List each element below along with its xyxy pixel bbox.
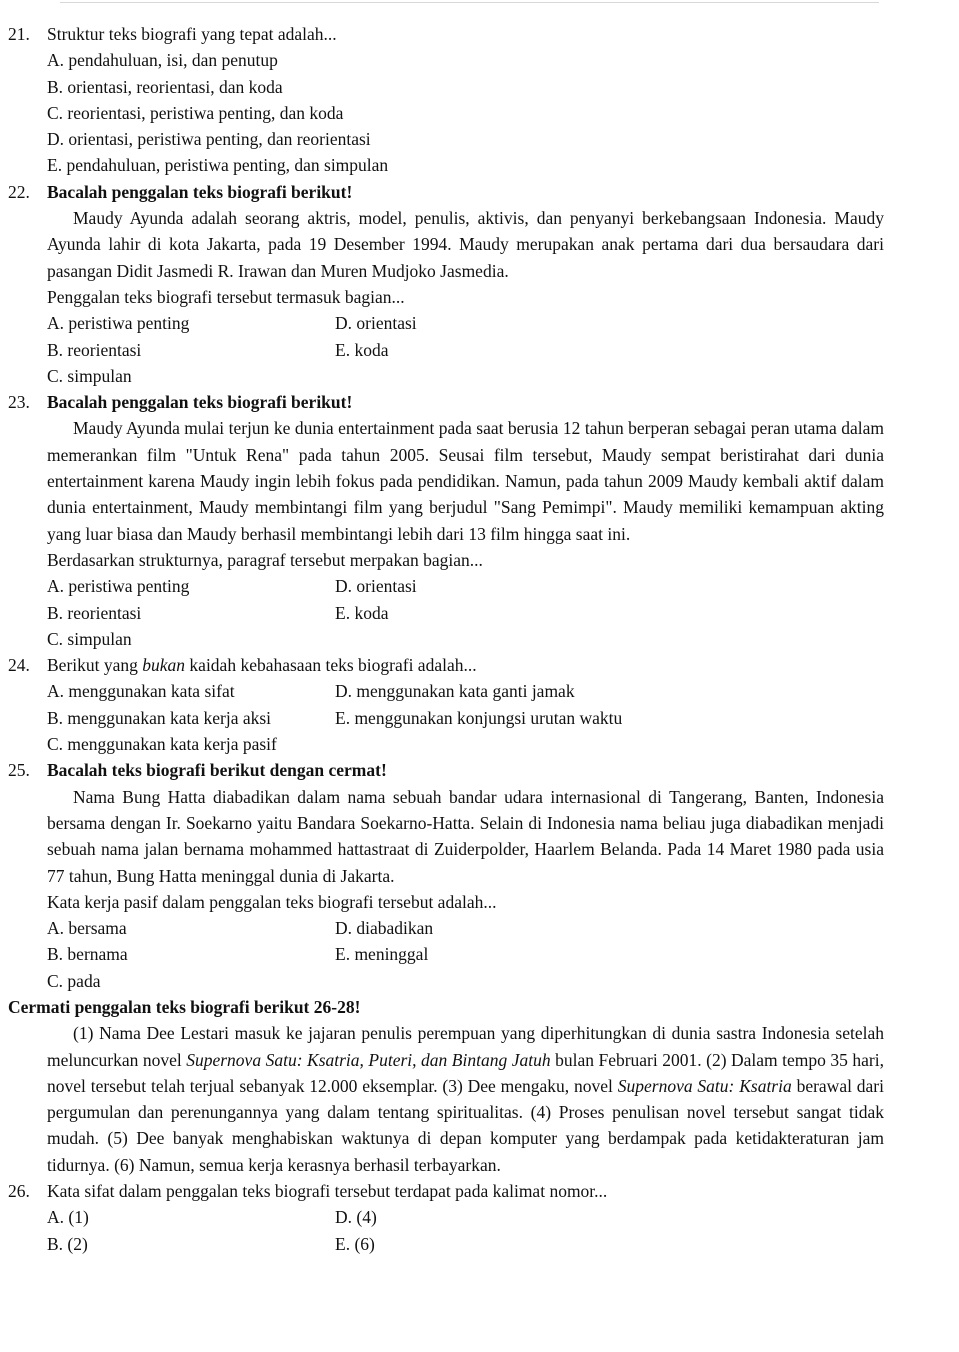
question-text <box>47 652 884 678</box>
passage-text: (1) Nama Dee Lestari masuk ke jajaran penulis perempuan yang diperhitungkan di dunia sastra Indonesia setelah meluncurkan novel <box>47 1023 884 1070</box>
question-prompt: Kata kerja pasif dalam penggalan teks biografi tersebut adalah... <box>47 891 497 912</box>
passage-text: Nama Bung Hatta diabadikan dalam nama sebuah bandar udara internasional di Tangerang, Banten, Indonesia bersama dengan Ir. Soekarno yaitu Bandara Soekarno-Hatta. Selain di Indonesia nama beliau juga diabadikan menjadi sebuah nama jalan bernama mohammed hattastraat di Zuiderpolder, Haarlem Belanda. Pada 14 Maret 1980 pada usia 77 tahun, Bung Hatta meninggal dunia di Jakarta. <box>47 786 884 886</box>
question-text: Bacalah penggalan teks biografi berikut! <box>47 181 353 202</box>
option-row <box>8 941 884 967</box>
option-d: D. orientasi <box>335 576 417 597</box>
option-e: E. pendahuluan, peristiwa penting, dan simpulan <box>47 155 389 176</box>
option-a: A. (1) <box>47 1207 89 1228</box>
passage-text: Maudy Ayunda mulai terjun ke dunia entertainment pada saat berusia 12 tahun berperan sebagai peran utama dalam memerankan film "Untuk Rena" pada tahun 2005. Seusai film tersebut, Maudy sempat beristirahat dari dunia entertainment karena Maudy ingin lebih fokus pada pendidikan. Namun, pada tahun 2009 Maudy kembali aktif dalam dunia entertainment, Maudy membintangi film yang berjudul "Sang Pemimpi". Maudy memiliki kemampuan akting yang luar biasa dan Maudy berhasil membintangi lebih dari 13 film hingga saat ini. <box>47 418 884 544</box>
option-d: D. orientasi <box>335 313 417 334</box>
option-b: B. reorientasi <box>47 339 142 360</box>
content <box>8 21 884 1257</box>
question-text-part: kaidah kebahasaan teks biografi adalah... <box>185 655 477 676</box>
question-text: Bacalah teks biografi berikut dengan cermat! <box>47 760 387 781</box>
option-c: C. simpulan <box>47 628 132 649</box>
passage <box>8 205 884 284</box>
option-d: D. diabadikan <box>335 918 434 939</box>
question-25 <box>8 757 884 783</box>
question-21 <box>8 21 884 47</box>
option-a: A. menggunakan kata sifat <box>47 681 235 702</box>
question-prompt: Penggalan teks biografi tersebut termasuk bagian... <box>47 286 405 307</box>
option-e: E. koda <box>335 602 389 623</box>
option-c: C. reorientasi, peristiwa penting, dan koda <box>47 102 344 123</box>
option-a: A. peristiwa penting <box>47 313 190 334</box>
question-number: 24. <box>8 655 30 676</box>
option-d: D. orientasi, peristiwa penting, dan reorientasi <box>47 129 371 150</box>
option-row <box>8 915 884 941</box>
option-e: E. menggunakan konjungsi urutan waktu <box>335 707 623 728</box>
question-text-part: Berikut yang <box>47 655 143 676</box>
emphasis-word: bukan <box>142 655 186 676</box>
passage-text: bulan Februari 2001. (2) Dalam tempo 35 hari, novel tersebut telah terjual sebanyak 12.000 eksemplar. (3) Dee mengaku, novel <box>47 1049 884 1096</box>
option-row <box>8 1204 884 1230</box>
question-text: Struktur teks biografi yang tepat adalah... <box>47 24 337 44</box>
question-number: 21. <box>8 24 30 44</box>
question-text: Bacalah penggalan teks biografi berikut! <box>47 392 353 413</box>
question-prompt: Berdasarkan strukturnya, paragraf tersebut merpakan bagian... <box>47 549 483 570</box>
option-d: D. (4) <box>335 1207 377 1228</box>
option-e: E. koda <box>335 339 389 360</box>
option-b: B. orientasi, reorientasi, dan koda <box>47 76 283 97</box>
option-d: D. menggunakan kata ganti jamak <box>335 681 575 702</box>
option-b: B. (2) <box>47 1233 88 1254</box>
question-text: Kata sifat dalam penggalan teks biografi tersebut terdapat pada kalimat nomor... <box>47 1181 608 1202</box>
option-row <box>8 600 884 626</box>
option-c: C. menggunakan kata kerja pasif <box>47 734 277 755</box>
option-b: B. menggunakan kata kerja aksi <box>47 707 272 728</box>
question-24 <box>8 652 884 678</box>
option-b: B. reorientasi <box>47 602 142 623</box>
question-number: 22. <box>8 181 30 202</box>
option-c: C. simpulan <box>47 365 132 386</box>
option-a: A. peristiwa penting <box>47 576 190 597</box>
option-row <box>8 705 884 731</box>
option-row <box>8 678 884 704</box>
question-number: 25. <box>8 760 30 781</box>
passage-text: Maudy Ayunda adalah seorang aktris, model, penulis, aktivis, dan penyanyi berkebangsaan Indonesia. Maudy Ayunda lahir di kota Jakarta, pada 19 Desember 1994. Maudy merupakan anak pertama dari dua bersaudara dari pasangan Didit Jasmedi R. Irawan dan Muren Mudjoko Jasmedia. <box>47 208 884 281</box>
question-26 <box>8 1178 884 1204</box>
option-row <box>8 573 884 599</box>
option-row <box>8 310 884 336</box>
question-23 <box>8 389 884 415</box>
question-number: 26. <box>8 1181 30 1202</box>
novel-title: Supernova Satu: Ksatria, Puteri, dan Bintang Jatuh <box>186 1049 551 1070</box>
option-a: A. bersama <box>47 918 127 939</box>
option-row <box>8 1231 884 1257</box>
option-e: E. (6) <box>335 1233 375 1254</box>
top-divider <box>60 2 879 3</box>
section-heading: Cermati penggalan teks biografi berikut 26-28! <box>8 996 361 1017</box>
passage <box>8 415 884 546</box>
option-b: B. bernama <box>47 944 128 965</box>
option-e: E. meninggal <box>335 944 429 965</box>
passage <box>8 1020 884 1178</box>
question-22 <box>8 179 884 205</box>
option-row <box>8 337 884 363</box>
option-c: C. pada <box>47 970 101 991</box>
passage <box>8 784 884 889</box>
passage-text: berawal dari pergumulan dan perenungannya yang dalam tentang spiritualitas. (4) Proses penulisan novel tersebut sangat tidak mudah. (5) Dee banyak menghabiskan waktunya di depan komputer yang berdampak pada ketidakteraturan jam tidurnya. (6) Namun, semua kerja kerasnya berhasil terbayarkan. <box>47 1075 884 1175</box>
question-number: 23. <box>8 392 30 413</box>
novel-title: Supernova Satu: Ksatria <box>617 1075 792 1096</box>
option-a: A. pendahuluan, isi, dan penutup <box>47 50 278 71</box>
